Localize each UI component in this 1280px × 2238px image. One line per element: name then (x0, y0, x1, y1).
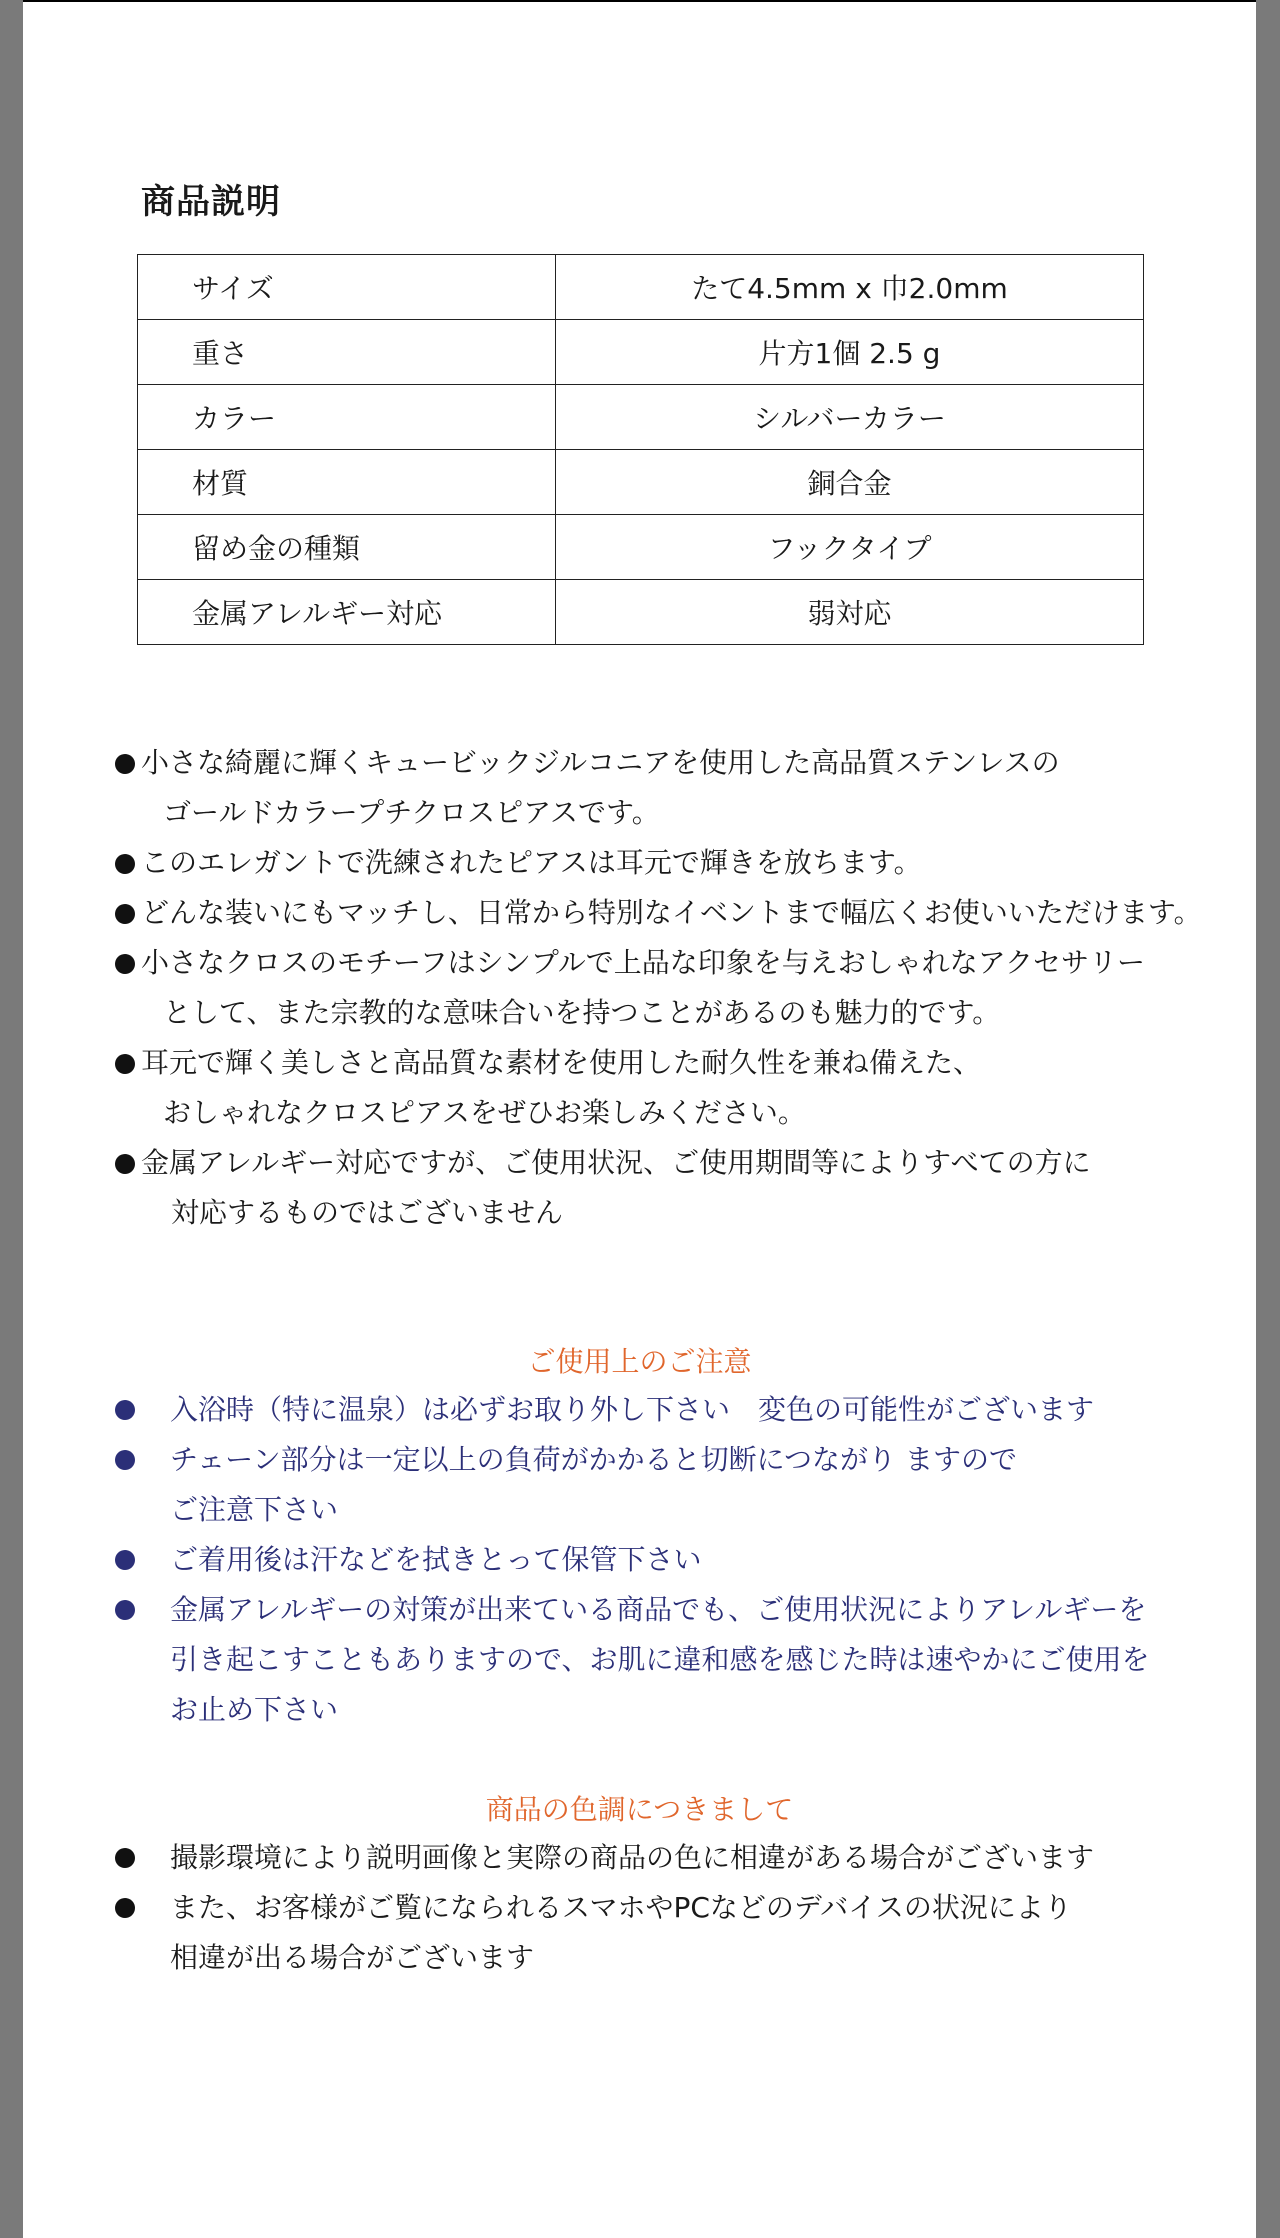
description-text: 小さな綺麗に輝くキュービックジルコニアを使用した高品質ステンレスの (141, 746, 1060, 779)
description-text: ゴールドカラープチクロスピアスです。 (163, 796, 660, 829)
bullet-icon (115, 1550, 135, 1570)
caution-item (115, 1585, 1235, 1635)
spec-value: 弱対応 (556, 580, 1144, 645)
spec-row (138, 320, 1144, 385)
description-text: 金属アレルギー対応ですが、ご使用状況、ご使用期間等によりすべての方に (141, 1146, 1091, 1179)
section-heading: 商品説明 (141, 182, 281, 222)
caution-text: 入浴時（特に温泉）は必ずお取り外し下さい 変色の可能性がございます (170, 1393, 1095, 1426)
bullet-icon (115, 854, 135, 874)
description-text: 小さなクロスのモチーフはシンプルで上品な印象を与えおしゃれなアクセサリー (141, 946, 1145, 979)
description-text: 対応するものではございません (171, 1196, 564, 1229)
color-note-text: 撮影環境により説明画像と実際の商品の色に相違がある場合がございます (170, 1841, 1095, 1874)
caution-list (115, 1385, 1235, 1735)
description-text: どんな装いにもマッチし、日常から特別なイベントまで幅広くお使いいただけます。 (141, 896, 1202, 929)
description-line (115, 988, 1255, 1038)
caution-item (115, 1535, 1235, 1585)
color-note-item (115, 1833, 1235, 1883)
spec-table (137, 254, 1144, 645)
caution-item-continued (115, 1485, 1235, 1535)
caution-item-continued (115, 1635, 1235, 1685)
caution-item-continued (115, 1685, 1235, 1735)
caution-text: ご注意下さい (170, 1493, 339, 1526)
spec-value: フックタイプ (556, 515, 1144, 580)
caution-item (115, 1435, 1235, 1485)
bullet-icon (115, 1054, 135, 1074)
caution-text: ご着用後は汗などを拭きとって保管下さい (170, 1543, 702, 1576)
spec-key: サイズ (138, 255, 556, 320)
description-line (115, 1038, 1255, 1088)
caution-text: お止め下さい (170, 1693, 339, 1726)
description-line (115, 1088, 1255, 1138)
spec-key: 留め金の種類 (138, 515, 556, 580)
caution-item (115, 1385, 1235, 1435)
color-note-item (115, 1883, 1235, 1933)
description-line (115, 738, 1255, 788)
description-text: 耳元で輝く美しさと高品質な素材を使用した耐久性を兼ね備えた、 (141, 1046, 982, 1079)
description-line (115, 1138, 1255, 1188)
bullet-icon (115, 1600, 135, 1620)
spec-row (138, 580, 1144, 645)
spec-value: 片方1個 2.5 g (556, 320, 1144, 385)
spec-key: 金属アレルギー対応 (138, 580, 556, 645)
spec-key: 材質 (138, 450, 556, 515)
description-line (115, 788, 1255, 838)
bullet-icon (115, 1154, 135, 1174)
product-description-page (23, 0, 1256, 2238)
spec-row (138, 450, 1144, 515)
spec-row (138, 255, 1144, 320)
description-line (115, 888, 1255, 938)
description-line (115, 1188, 1255, 1238)
description-block (115, 738, 1255, 1238)
caution-text: 金属アレルギーの対策が出来ている商品でも、ご使用状況によりアレルギーを (170, 1593, 1147, 1626)
spec-value: たて4.5mm x 巾2.0mm (556, 255, 1144, 320)
bullet-icon (115, 1848, 135, 1868)
description-text: として、また宗教的な意味合いを持つことがあるのも魅力的です。 (163, 996, 1001, 1029)
caution-title: ご使用上のご注意 (527, 1345, 752, 1378)
spec-row (138, 385, 1144, 450)
spec-value: シルバーカラー (556, 385, 1144, 450)
caution-text: 引き起こすこともありますので、お肌に違和感を感じた時は速やかにご使用を (170, 1643, 1150, 1676)
spec-key: 重さ (138, 320, 556, 385)
bullet-icon (115, 1898, 135, 1918)
bullet-icon (115, 904, 135, 924)
color-note-title: 商品の色調につきまして (485, 1793, 794, 1826)
description-text: おしゃれなクロスピアスをぜひお楽しみください。 (163, 1096, 806, 1129)
description-line (115, 838, 1255, 888)
color-note-text: また、お客様がご覧になられるスマホやPCなどのデバイスの状況により (170, 1891, 1072, 1924)
spec-value: 銅合金 (556, 450, 1144, 515)
spec-key: カラー (138, 385, 556, 450)
color-note-list (115, 1833, 1235, 1983)
bullet-icon (115, 1450, 135, 1470)
color-note-item-continued (115, 1933, 1235, 1983)
bullet-icon (115, 754, 135, 774)
spec-row (138, 515, 1144, 580)
bullet-icon (115, 954, 135, 974)
caution-text: チェーン部分は一定以上の負荷がかかると切断につながり ますので (170, 1443, 1017, 1476)
color-note-text: 相違が出る場合がございます (170, 1941, 535, 1974)
bullet-icon (115, 1400, 135, 1420)
description-line (115, 938, 1255, 988)
description-text: このエレガントで洗練されたピアスは耳元で輝きを放ちます。 (141, 846, 922, 879)
